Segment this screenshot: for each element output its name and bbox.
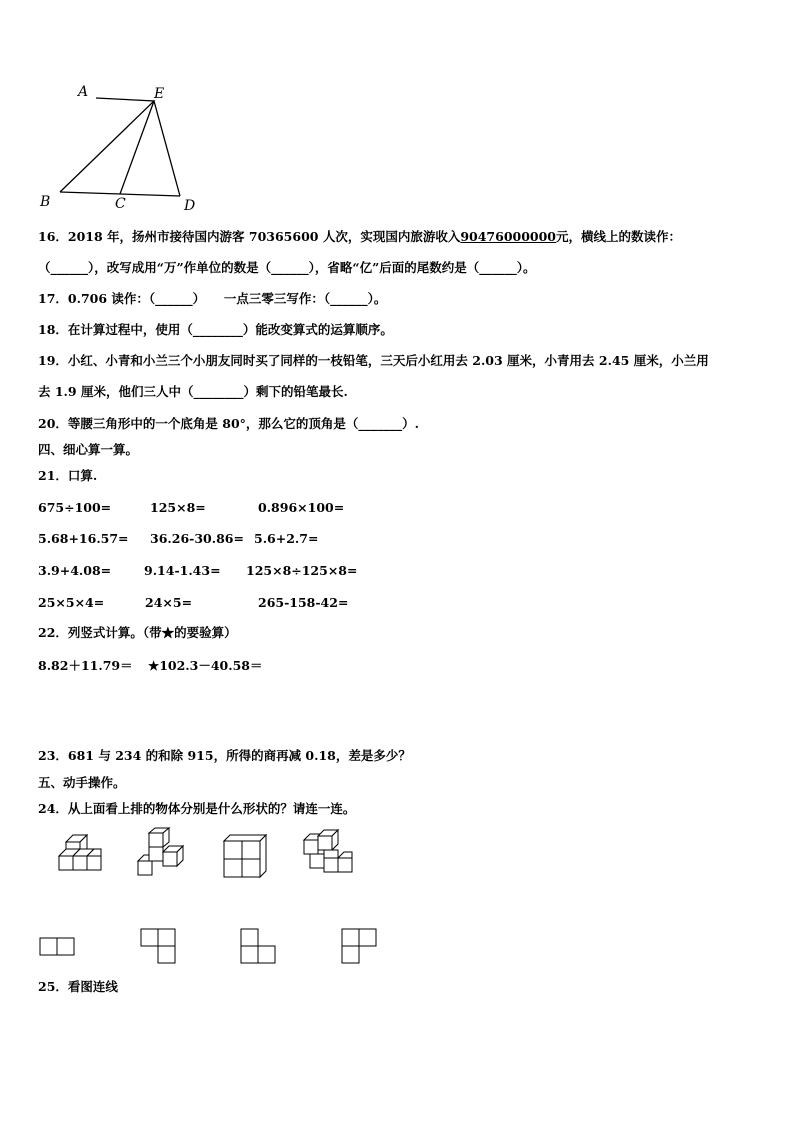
section-4-heading: 四、细心算一算。 — [38, 442, 139, 457]
calc-item: 3.9+4.08= — [38, 563, 112, 578]
calc-item: 25×5×4= — [38, 595, 105, 610]
calc-item: 5.6+2.7= — [254, 531, 319, 546]
question-25: 25．看图连线 — [38, 979, 118, 994]
top-view-shape-1 — [38, 936, 78, 960]
q16-underlined-number: 90476000000 — [460, 229, 557, 244]
cube-figure-2 — [135, 830, 185, 880]
question-17: 17．0.706 读作：（______） 一点三零三写作：（______）。 — [38, 291, 387, 306]
calc-item: 125×8= — [150, 500, 206, 515]
top-view-shape-3 — [238, 926, 282, 966]
label-e: E — [154, 86, 165, 102]
label-c: C — [115, 196, 126, 212]
question-18: 18．在计算过程中，使用（________）能改变算式的运算顺序。 — [38, 322, 393, 337]
question-20: 20．等腰三角形中的一个底角是 80°，那么它的顶角是（_______）. — [38, 416, 419, 431]
vertical-calc-item: ★102.3－40.58＝ — [148, 658, 263, 673]
vertical-calc-item: 8.82＋11.79＝ — [38, 658, 133, 673]
question-22-title: 22．列竖式计算。（带★的要验算） — [38, 625, 237, 640]
calc-item: 36.26-30.86= — [150, 531, 244, 546]
question-19-line-1: 19．小红、小青和小兰三个小朋友同时买了同样的一枝铅笔，三天后小红用去 2.03 厘米，小青用去 2.45 厘米，小兰用 — [38, 353, 709, 368]
calc-item: 0.896×100= — [258, 500, 345, 515]
section-5-heading: 五、动手操作。 — [38, 775, 126, 790]
cube-figure-4 — [300, 828, 356, 880]
question-19-line-2: 去 1.9 厘米，他们三人中（________）剩下的铅笔最长. — [38, 384, 348, 399]
calc-item: 24×5= — [145, 595, 193, 610]
label-d: D — [184, 198, 196, 214]
label-b: B — [40, 194, 51, 210]
question-16-line-2: （______），改写成用“万”作单位的数是（______），省略“亿”后面的尾数约是（______）。 — [38, 260, 536, 275]
calc-item: 9.14-1.43= — [144, 563, 221, 578]
parallelogram-triangle-figure — [30, 80, 230, 220]
cube-figure-3 — [220, 832, 270, 880]
calc-item: 675÷100= — [38, 500, 112, 515]
question-16-line-1 — [38, 229, 681, 245]
q16-text-post: 元，横线上的数读作： — [556, 229, 682, 244]
question-21-title: 21．口算. — [38, 468, 98, 483]
calc-item: 5.68+16.57= — [38, 531, 129, 546]
cube-figure-1 — [55, 834, 105, 878]
q16-text-pre: 16．2018 年，扬州市接待国内游客 70365600 人次，实现国内旅游收入 — [38, 229, 461, 244]
label-a: A — [78, 84, 89, 100]
question-24: 24．从上面看上排的物体分别是什么形状的？请连一连。 — [38, 801, 356, 816]
calc-item: 265-158-42= — [258, 595, 349, 610]
calc-item: 125×8÷125×8= — [246, 563, 358, 578]
top-view-shape-4 — [339, 926, 383, 966]
question-23: 23．681 与 234 的和除 915，所得的商再减 0.18，差是多少？ — [38, 748, 411, 763]
top-view-shape-2 — [138, 926, 182, 966]
